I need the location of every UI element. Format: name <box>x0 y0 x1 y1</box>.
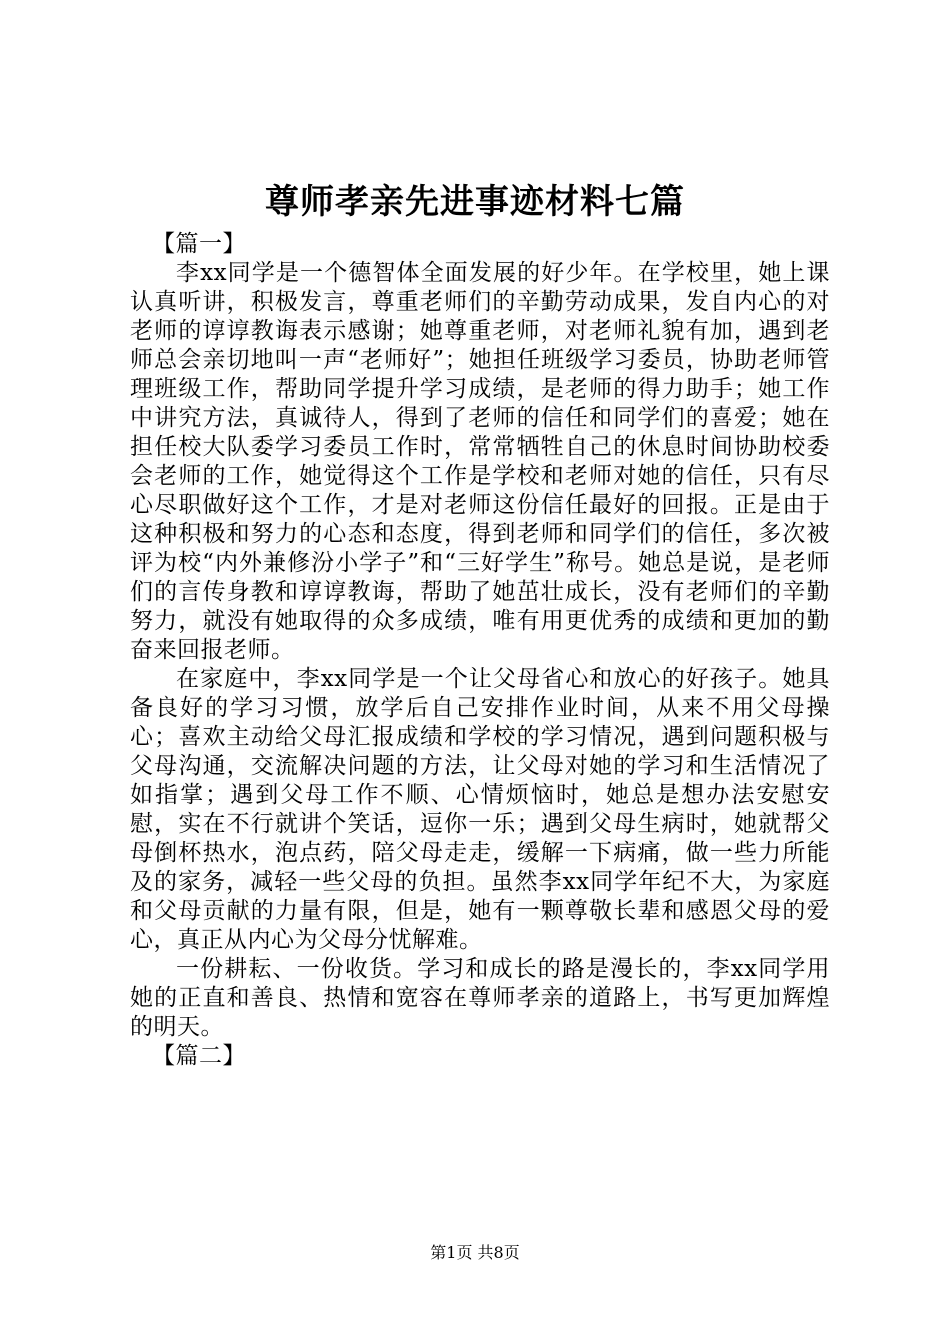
document-body <box>130 230 830 1071</box>
paragraph-family: 在家庭中，李xx同学是一个让父母省心和放心的好孩子。她具备良好的学习习惯，放学后自己安排作业时间，从来不用父母操心；喜欢主动给父母汇报成绩和学校的学习情况，遇到问题积极与父母沟通，交流解决问题的方法，让父母对她的学习和生活情况了如指掌；遇到父母工作不顺、心情烦恼时，她总是想办法安慰安慰，实在不行就讲个笑话，逗你一乐；遇到父母生病时，她就帮父母倒杯热水，泡点药，陪父母走走，缓解一下病痛，做一些力所能及的家务，减轻一些父母的负担。虽然李xx同学年纪不大，为家庭和父母贡献的力量有限，但是，她有一颗尊敬长辈和感恩父母的爱心，真正从内心为父母分忧解难。 <box>130 666 830 953</box>
page-footer: 第1页 共8页 <box>430 1243 520 1262</box>
paragraph-school: 李xx同学是一个德智体全面发展的好少年。在学校里，她上课认真听讲，积极发言，尊重老师们的辛勤劳动成果，发自内心的对老师的谆谆教诲表示感谢；她尊重老师，对老师礼貌有加，遇到老师总会亲切地叫一声“老师好”；她担任班级学习委员，协助老师管理班级工作，帮助同学提升学习成绩，是老师的得力助手；她工作中讲究方法，真诚待人，得到了老师的信任和同学们的喜爱；她在担任校大队委学习委员工作时，常常牺牲自己的休息时间协助校委会老师的工作，她觉得这个工作是学校和老师对她的信任，只有尽心尽职做好这个工作，才是对老师这份信任最好的回报。正是由于这种积极和努力的心态和态度，得到老师和同学们的信任，多次被评为校“内外兼修汾小学子”和“三好学生”称号。她总是说，是老师们的言传身教和谆谆教诲，帮助了她茁壮成长，没有老师们的辛勤努力，就没有她取得的众多成绩，唯有用更优秀的成绩和更加的勤奋来回报老师。 <box>130 260 830 663</box>
document-title: 尊师孝亲先进事迹材料七篇 <box>265 182 685 222</box>
section-heading-two: 【篇二】 <box>152 1043 246 1069</box>
section-heading-one: 【篇一】 <box>152 231 246 257</box>
paragraph-conclusion: 一份耕耘、一份收货。学习和成长的路是漫长的，李xx同学用她的正直和善良、热情和宽容在尊师孝亲的道路上，书写更加辉煌的明天。 <box>130 956 830 1040</box>
